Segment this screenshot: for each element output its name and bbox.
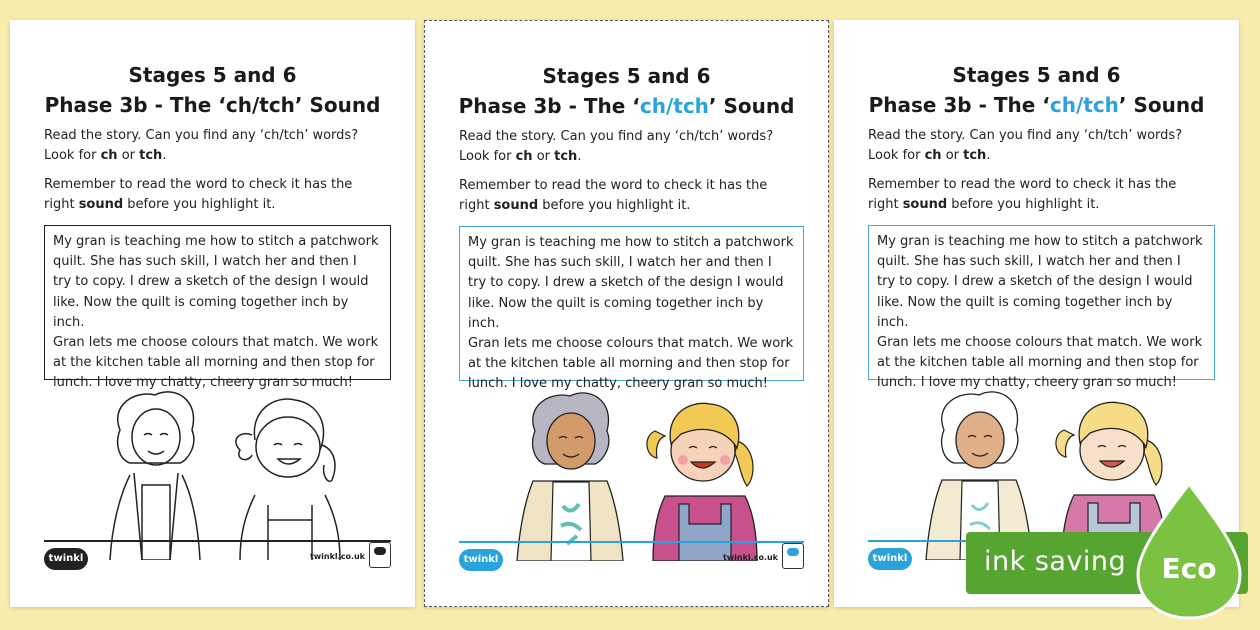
instruction-remember	[10, 175, 415, 215]
title-suffix: ’ Sound	[294, 93, 381, 117]
title-highlight: ch/tch	[1049, 93, 1119, 117]
instr-text: or	[941, 148, 964, 163]
instr-text: before you highlight it.	[947, 197, 1100, 212]
instr-bold-tch: tch	[139, 148, 163, 163]
instruction-find	[10, 126, 415, 166]
title-prefix: Phase 3b - The ‘	[458, 94, 640, 118]
title-line-2	[834, 90, 1239, 120]
twinkl-logo: twinkl	[459, 549, 503, 571]
instr-bold-sound: sound	[78, 197, 124, 212]
instruction-remember-line1: Remember to read the word to check it has the	[44, 177, 353, 192]
instr-text: .	[986, 148, 991, 163]
twinkl-logo: twinkl	[44, 548, 88, 570]
instr-text: .	[162, 148, 167, 163]
website-url: twinkl.co.uk	[722, 553, 778, 562]
instruction-remember-line2	[459, 196, 794, 216]
eco-leaf-icon	[1130, 482, 1248, 622]
instruction-remember-line1: Remember to read the word to check it has the	[868, 177, 1177, 192]
title-suffix: ’ Sound	[1118, 93, 1205, 117]
gran-and-girl-illustration	[90, 385, 350, 560]
instruction-find-line1: Read the story. Can you find any ‘ch/tch’ words?	[868, 128, 1183, 143]
instr-bold-sound: sound	[493, 198, 539, 213]
worksheet-title	[425, 61, 828, 121]
instr-bold-ch: ch	[924, 148, 942, 163]
website-url: twinkl.co.uk	[309, 552, 365, 561]
footer-divider	[44, 540, 391, 542]
instruction-remember-line1: Remember to read the word to check it has the	[459, 178, 768, 193]
instr-bold-tch: tch	[963, 148, 987, 163]
instruction-find-line2	[868, 146, 1205, 166]
footer-divider	[459, 541, 804, 543]
instruction-find-line2	[459, 147, 794, 167]
instr-text: or	[117, 148, 140, 163]
instr-text: right	[459, 198, 494, 213]
instruction-find-line1: Read the story. Can you find any ‘ch/tch’ words?	[44, 128, 359, 143]
instruction-find-line2	[44, 146, 381, 166]
title-line-1: Stages 5 and 6	[128, 63, 297, 87]
instruction-remember-line2	[44, 195, 381, 215]
gran-and-girl-illustration	[505, 386, 765, 561]
instr-text: Look for	[868, 148, 925, 163]
quality-badge-icon	[369, 542, 391, 568]
instr-text: or	[532, 149, 555, 164]
title-line-2	[10, 90, 415, 120]
twinkl-logo: twinkl	[868, 548, 912, 570]
title-line-2	[425, 91, 828, 121]
title-suffix: ’ Sound	[708, 94, 795, 118]
instr-text: before you highlight it.	[123, 197, 276, 212]
instr-bold-tch: tch	[554, 149, 578, 164]
instruction-find-line1: Read the story. Can you find any ‘ch/tch’ words?	[459, 129, 774, 144]
instr-text: right	[868, 197, 903, 212]
worksheet-colour	[424, 20, 829, 607]
worksheet-bw	[10, 20, 415, 607]
ink-saving-label: ink saving	[984, 546, 1127, 577]
worksheet-title	[834, 60, 1239, 120]
instruction-find	[834, 126, 1239, 166]
title-line-1: Stages 5 and 6	[542, 64, 711, 88]
instr-text: right	[44, 197, 79, 212]
story-box: My gran is teaching me how to stitch a patchwork quilt. She has such skill, I watch her and then I try to copy. I drew a sketch of the design I would like. Now the quilt is coming together inch by inch. Gran lets me choose colours that match. We work at the kitchen table all morning and then stop for lunch. I love my chatty, cheery gran so much!	[459, 226, 804, 381]
title-highlight: ch/tch	[225, 93, 295, 117]
instruction-remember-line2	[868, 195, 1205, 215]
instruction-remember	[834, 175, 1239, 215]
instr-bold-ch: ch	[515, 149, 533, 164]
worksheet-title	[10, 60, 415, 120]
instr-text: Look for	[459, 149, 516, 164]
instr-text: before you highlight it.	[538, 198, 691, 213]
title-prefix: Phase 3b - The ‘	[44, 93, 226, 117]
title-prefix: Phase 3b - The ‘	[868, 93, 1050, 117]
title-line-1: Stages 5 and 6	[952, 63, 1121, 87]
instr-text: Look for	[44, 148, 101, 163]
eco-label: Eco	[1161, 552, 1217, 585]
story-box: My gran is teaching me how to stitch a patchwork quilt. She has such skill, I watch her and then I try to copy. I drew a sketch of the design I would like. Now the quilt is coming together inch by inch. Gran lets me choose colours that match. We work at the kitchen table all morning and then stop for lunch. I love my chatty, cheery gran so much!	[44, 225, 391, 380]
instr-bold-ch: ch	[100, 148, 118, 163]
instr-bold-sound: sound	[902, 197, 948, 212]
instruction-remember	[425, 176, 828, 216]
title-highlight: ch/tch	[639, 94, 709, 118]
instr-text: .	[577, 149, 582, 164]
story-box: My gran is teaching me how to stitch a patchwork quilt. She has such skill, I watch her and then I try to copy. I drew a sketch of the design I would like. Now the quilt is coming together inch by inch. Gran lets me choose colours that match. We work at the kitchen table all morning and then stop for lunch. I love my chatty, cheery gran so much!	[868, 225, 1215, 380]
quality-badge-icon	[782, 543, 804, 569]
instruction-find	[425, 127, 828, 167]
